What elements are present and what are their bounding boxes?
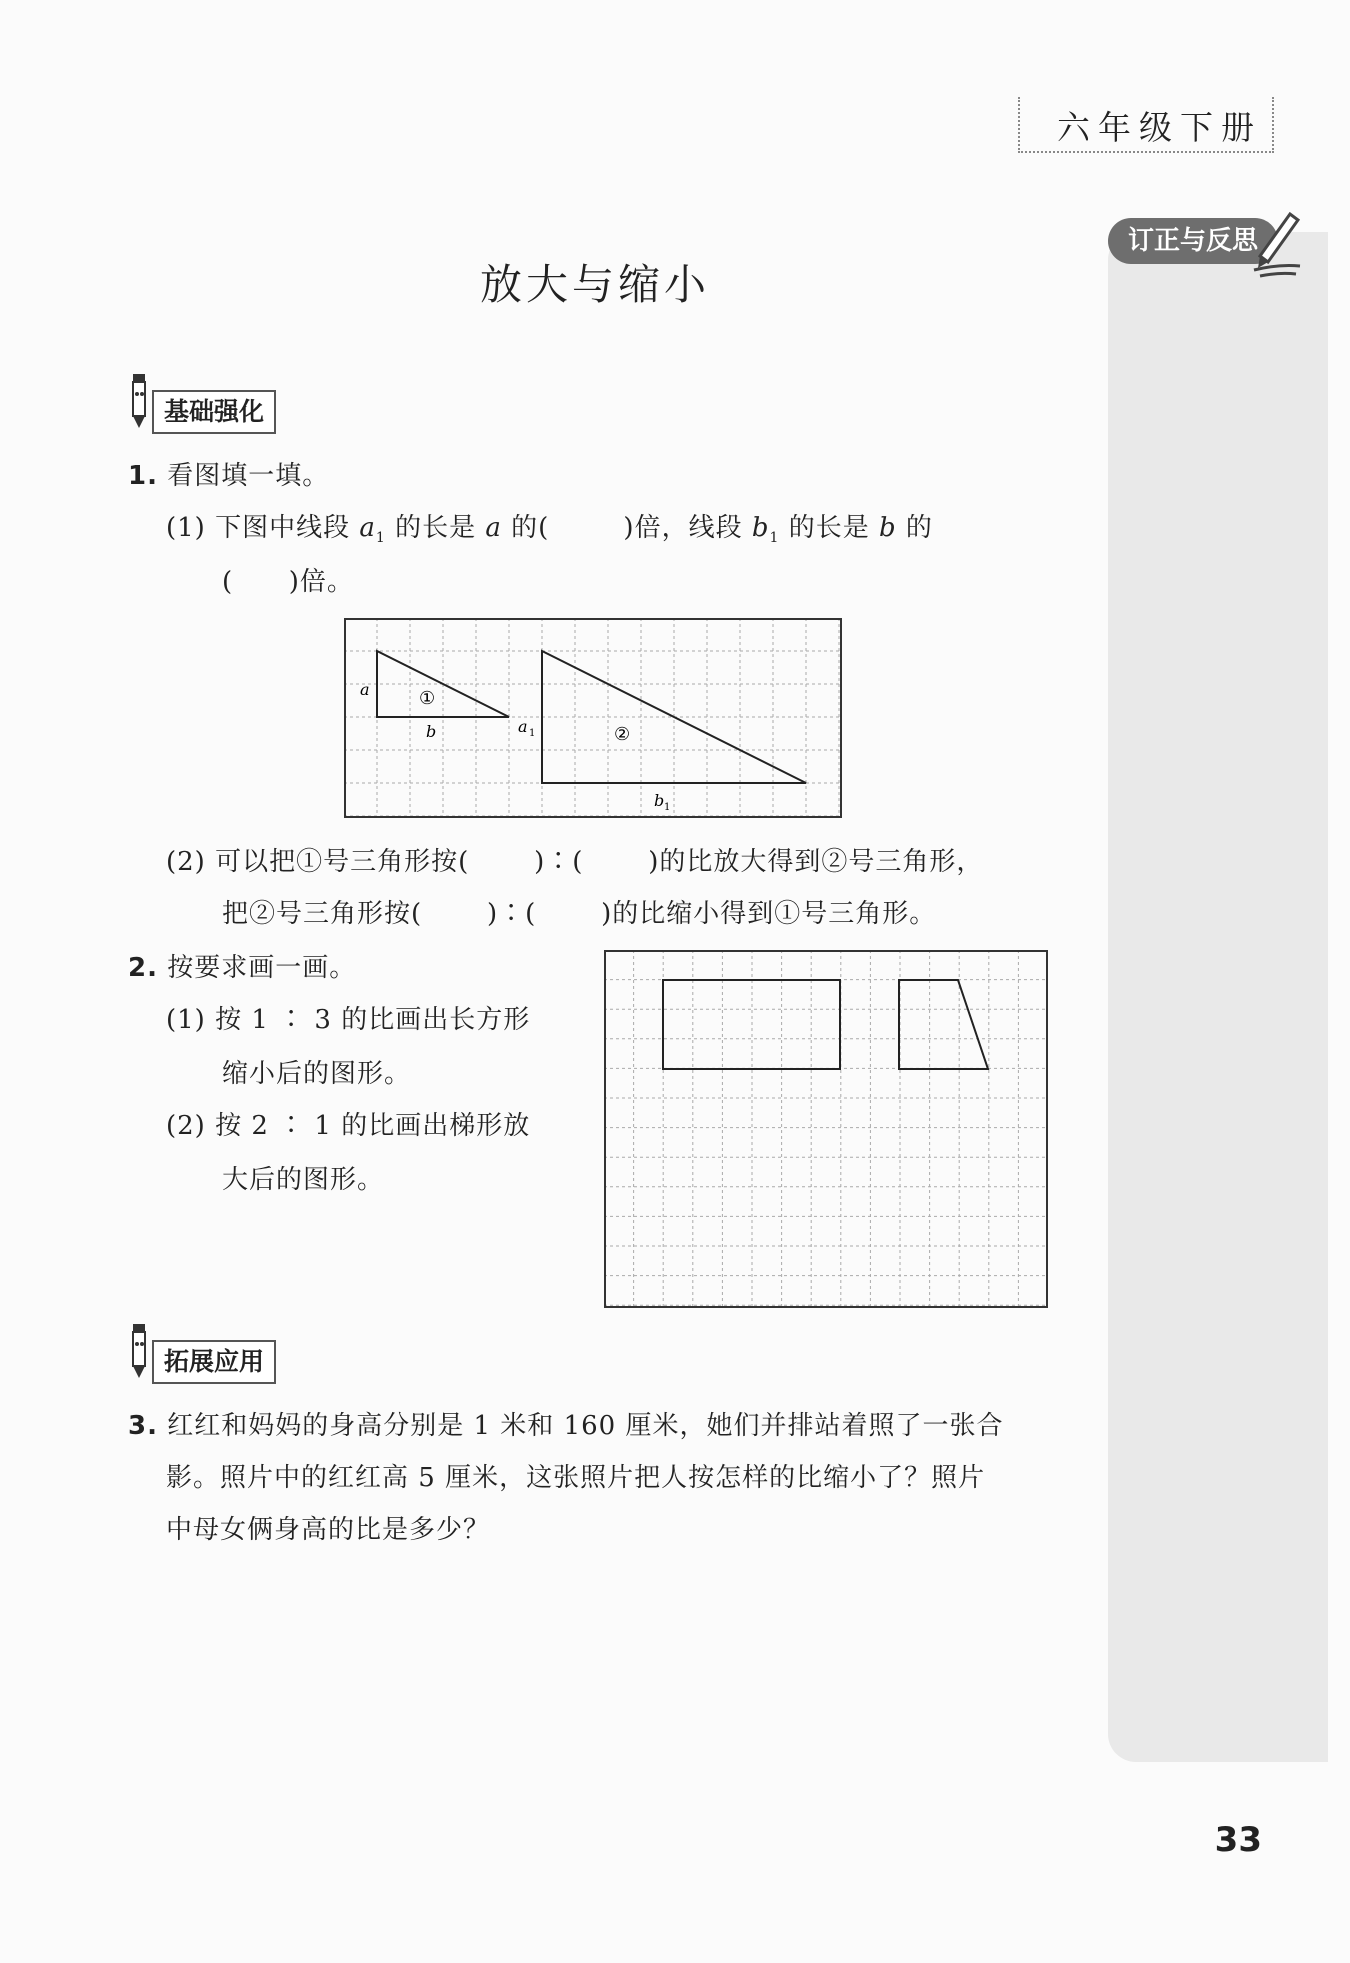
q1-part1-line1: (1) 下图中线段 $a_1$ 的长是 a 的( )倍，线段 $b_1$ 的长是 b 的	[166, 513, 933, 547]
label-b1: b	[654, 791, 665, 810]
section-extend: 拓展应用	[152, 1340, 276, 1384]
label-a1-sub: 1	[529, 728, 536, 739]
q2-drawing-grid[interactable]	[604, 950, 1048, 1308]
page-title: 放大与缩小	[479, 260, 710, 309]
grade-label: 六年级下册	[1049, 102, 1270, 149]
q2-part2-line1: (2) 按 2 ∶ 1 的比画出梯形放	[166, 1111, 531, 1141]
label-triangle-1: ①	[419, 688, 436, 709]
correction-sidebar	[1108, 232, 1328, 1762]
q2-stem: 2. 按要求画一画。	[128, 953, 357, 983]
q1-triangle-grid	[344, 618, 842, 818]
q1-stem: 1. 看图填一填。	[128, 461, 330, 491]
q3-line3: 中母女俩身高的比是多少？	[166, 1515, 491, 1545]
label-a: a	[360, 680, 370, 699]
label-b: b	[426, 722, 437, 741]
q3-line2: 影。照片中的红红高 5 厘米，这张照片把人按怎样的比缩小了？照片	[166, 1463, 986, 1493]
q2-part2-line2: 大后的图形。	[222, 1165, 385, 1195]
label-b1-sub: 1	[664, 802, 671, 813]
pencil-icon	[128, 372, 150, 430]
pencil-icon	[1250, 206, 1306, 278]
q1-part1-line2: ( )倍。	[222, 567, 354, 597]
q2-part1-line2: 缩小后的图形。	[222, 1059, 412, 1089]
page-number: 33	[1214, 1820, 1262, 1860]
section-basic: 基础强化	[152, 390, 276, 434]
pencil-icon	[128, 1322, 150, 1380]
label-a1: a	[518, 717, 528, 736]
sidebar-label: 订正与反思	[1108, 218, 1278, 264]
q3-line1: 3. 红红和妈妈的身高分别是 1 米和 160 厘米，她们并排站着照了一张合	[128, 1411, 1004, 1441]
q1-part2-line2: 把②号三角形按( )∶( )的比缩小得到①号三角形。	[222, 899, 937, 929]
label-triangle-2: ②	[614, 724, 631, 745]
trapezoid-shape	[899, 980, 988, 1069]
q2-part1-line1: (1) 按 1 ∶ 3 的比画出长方形	[166, 1005, 531, 1035]
q1-part2-line1: (2) 可以把①号三角形按( )∶( )的比放大得到②号三角形，	[166, 847, 984, 877]
